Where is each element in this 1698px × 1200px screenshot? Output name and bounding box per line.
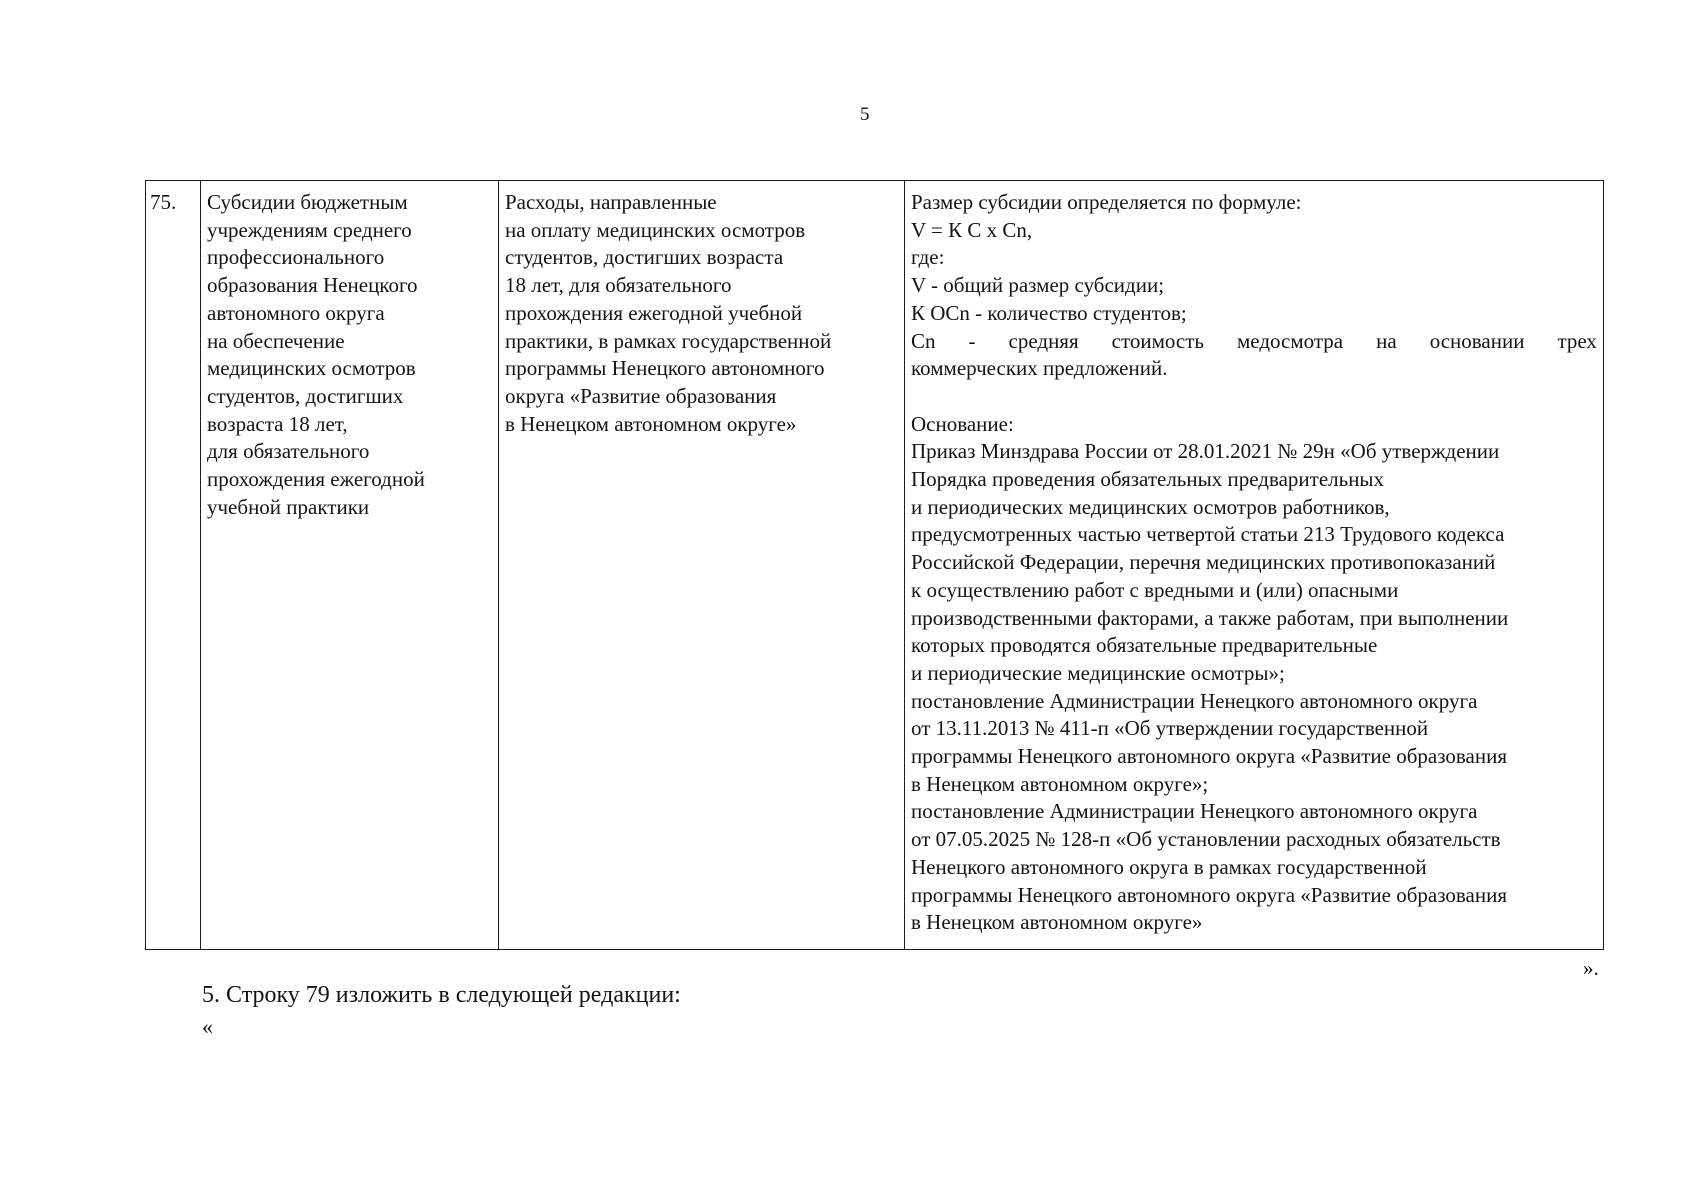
basis-line: Ненецкого автономного округа в рамках государственной — [911, 854, 1427, 879]
cn-word: на — [1376, 328, 1397, 353]
row-name-line: образования Ненецкого — [207, 273, 418, 298]
basis-label: Основание: — [911, 411, 1014, 436]
basis-line: производственными факторами, а также работам, при выполнении — [911, 605, 1509, 630]
row-name-line: медицинских осмотров — [207, 356, 416, 381]
calculation-where: где: — [911, 245, 945, 270]
basis-line: которых проводятся обязательные предварительные — [911, 633, 1378, 658]
calculation-intro: Размер субсидии определяется по формуле: — [911, 190, 1302, 214]
row-name-line: студентов, достигших — [207, 383, 404, 408]
basis-line: от 07.05.2025 № 128-п «Об установлении расходных обязательств — [911, 827, 1501, 852]
row-name-line: учреждениям среднего — [207, 217, 412, 242]
row-description-line: студентов, достигших возраста — [505, 245, 784, 270]
cn-word: медосмотра — [1236, 328, 1344, 353]
row-calculation-cell — [905, 181, 1604, 950]
page-number: 5 — [860, 104, 870, 125]
row-description-line: практики, в рамках государственной — [505, 328, 832, 353]
basis-line: и периодические медицинские осмотры»; — [911, 660, 1285, 685]
row-name-line: возраста 18 лет, — [207, 411, 348, 436]
row-description-line: программы Ненецкого автономного — [505, 356, 825, 381]
basis-line: в Ненецком автономном округе» — [911, 910, 1203, 935]
row-description-cell — [499, 181, 905, 950]
basis-line: Порядка проведения обязательных предварительных — [911, 467, 1385, 492]
cn-word: трех — [1557, 328, 1597, 353]
row-name-line: на обеспечение — [207, 328, 345, 353]
basis-line: Приказ Минздрава России от 28.01.2021 № 29н «Об утверждении — [911, 439, 1500, 464]
row-description-line: 18 лет, для обязательного — [505, 273, 732, 298]
row-description-line: Расходы, направленные — [505, 190, 717, 214]
cn-word: Cn — [911, 328, 936, 353]
calculation-cn-definition-end: коммерческих предложений. — [911, 356, 1168, 381]
row-name-line: учебной практики — [207, 494, 370, 519]
row-description-line: округа «Развитие образования — [505, 383, 777, 408]
basis-line: программы Ненецкого автономного округа «Развитие образования — [911, 882, 1508, 907]
row-description-line: в Ненецком автономном округе» — [505, 411, 797, 436]
row-name-line: профессионального — [207, 245, 385, 270]
cn-word: основании — [1429, 328, 1525, 353]
row-name-cell — [201, 181, 499, 950]
row-description-line: на оплату медицинских осмотров — [505, 217, 806, 242]
blank-line — [911, 383, 1597, 411]
row-name-line: для обязательного — [207, 439, 370, 464]
cn-word: стоимость — [1111, 328, 1204, 353]
amendment-table — [145, 180, 1604, 950]
basis-line: предусмотренных частью четвертой статьи 213 Трудового кодекса — [911, 522, 1505, 547]
basis-line: постановление Администрации Ненецкого автономного округа — [911, 688, 1478, 713]
row-number: 75. — [150, 190, 177, 214]
calculation-v-definition: V - общий размер субсидии; — [911, 273, 1165, 298]
row-number-cell — [146, 181, 201, 950]
table-row — [146, 181, 1604, 950]
basis-line: от 13.11.2013 № 411-п «Об утверждении государственной — [911, 716, 1429, 741]
basis-line: программы Ненецкого автономного округа «Развитие образования — [911, 744, 1508, 769]
calculation-formula: V = К C x Cn, — [911, 217, 1033, 242]
row-description-line: прохождения ежегодной учебной — [505, 300, 803, 325]
basis-line: в Ненецком автономном округе»; — [911, 771, 1209, 796]
closing-quote: ». — [1583, 956, 1599, 980]
basis-line: к осуществлению работ с вредными и (или) опасными — [911, 577, 1399, 602]
calculation-k-definition: К OCn - количество студентов; — [911, 300, 1187, 325]
row-name-line: прохождения ежегодной — [207, 467, 425, 492]
cn-word: - — [968, 328, 976, 353]
basis-line: постановление Администрации Ненецкого автономного округа — [911, 799, 1478, 824]
amendment-instruction: 5. Строку 79 изложить в следующей редакции: — [202, 982, 681, 1008]
basis-line: и периодических медицинских осмотров работников, — [911, 494, 1390, 519]
basis-line: Российской Федерации, перечня медицинских противопоказаний — [911, 550, 1496, 575]
opening-quote: « — [202, 1014, 213, 1039]
row-name-line: автономного округа — [207, 300, 385, 325]
calculation-cn-definition — [911, 328, 1597, 356]
row-name-line: Субсидии бюджетным — [207, 190, 408, 214]
cn-word: средняя — [1008, 328, 1079, 353]
